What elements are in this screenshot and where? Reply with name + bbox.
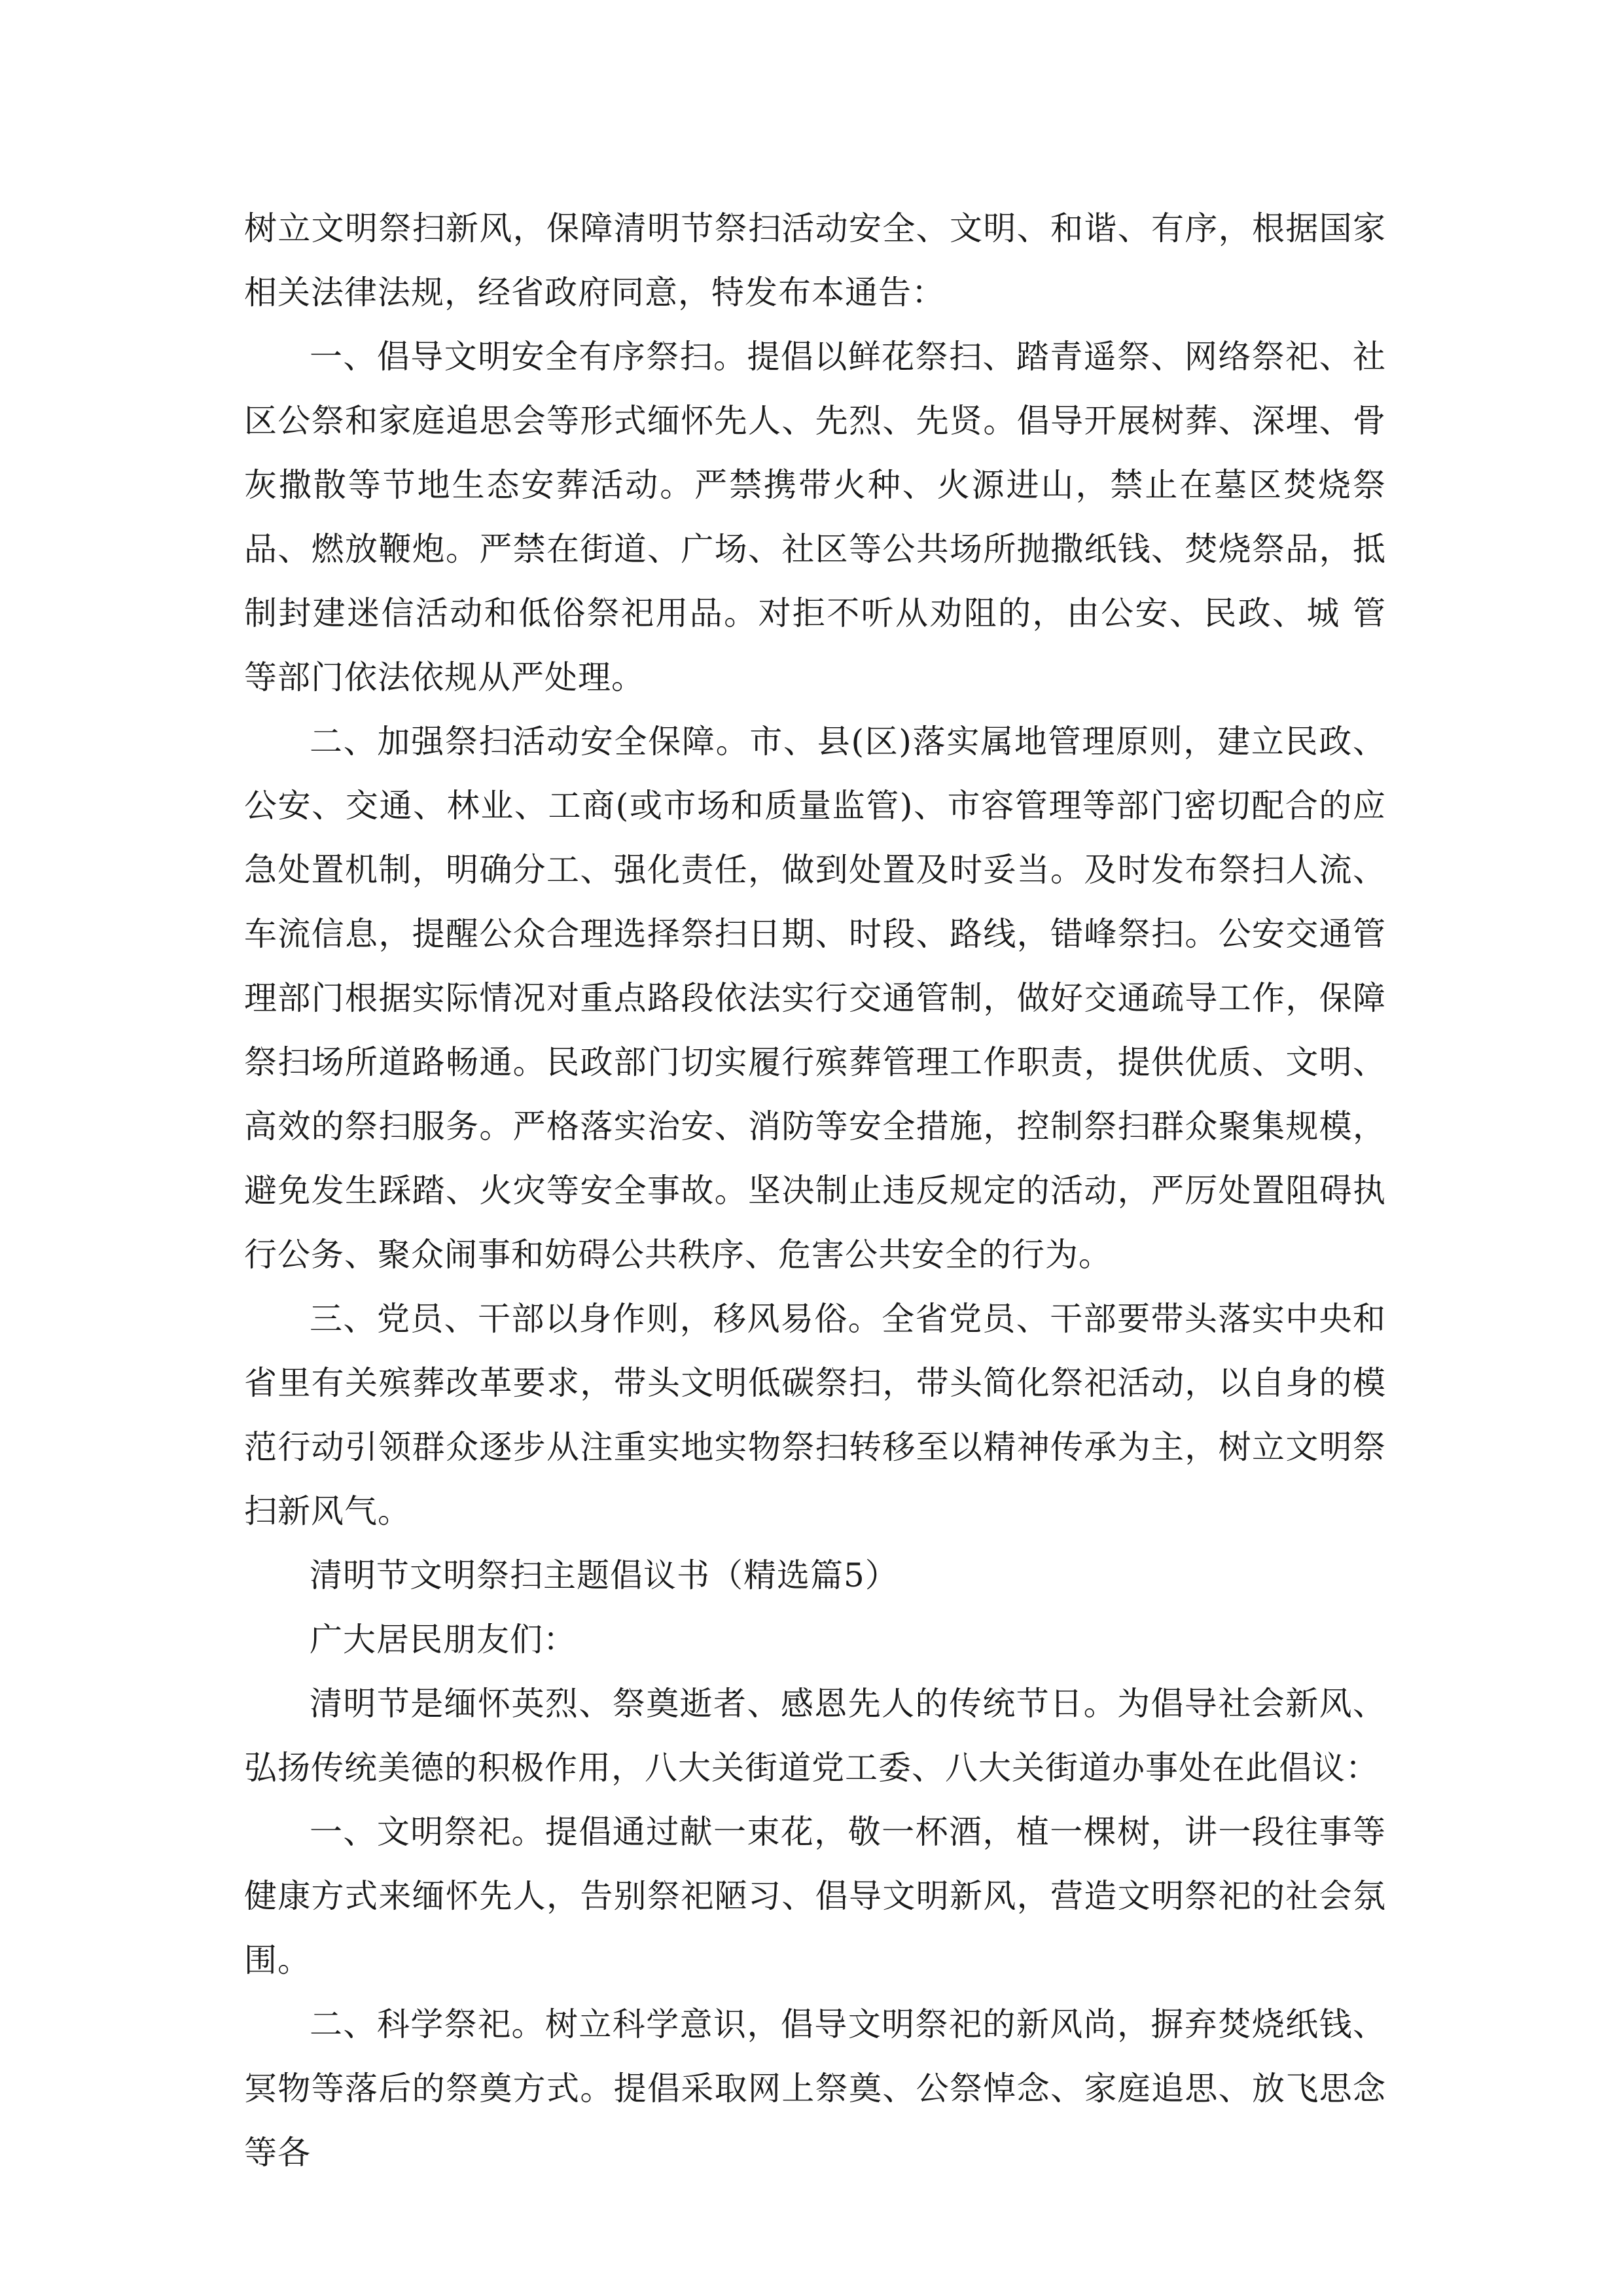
- paragraph-intro-5: 清明节是缅怀英烈、祭奠逝者、感恩先人的传统节日。为倡导社会新风、弘扬传统美德的积极作用，八大关街道党工委、八大关街道办事处在此倡议：: [244, 1685, 1386, 1787]
- section-title: 清明节文明祭扫主题倡议书（精选篇5）: [310, 1556, 899, 1594]
- paragraph-item-2: 二、加强祭扫活动安全保障。市、县(区)落实属地管理原则，建立民政、公安、交通、林业、工商(或市场和质量监管)、市容管理等部门密切配合的应急处置机制，明确分工、强化责任，做到处置及时妥当。及时发布祭扫人流、车流信息，提醒公众合理选择祭扫日期、时段、路线，错峰祭扫。公安交通管理部门根据实际情况对重点路段依法实行交通管制，做好交通疏导工作，保障祭扫场所道路畅通。民政部门切实履行殡葬管理工作职责，提供优质、文明、高效的祭扫服务。严格落实治安、消防等安全措施，控制祭扫群众聚集规模，避免发生踩踏、火灾等安全事故。坚决制止违反规定的活动，严厉处置阻碍执行公务、聚众闹事和妨碍公共秩序、危害公共安全的行为。: [244, 723, 1386, 1274]
- paragraph-intro: 树立文明祭扫新风，保障清明节祭扫活动安全、文明、和谐、有序，根据国家相关法律法规，经省政府同意，特发布本通告：: [244, 209, 1386, 312]
- paragraph-item-5-2: 二、科学祭祀。树立科学意识，倡导文明祭祀的新风尚，摒弃焚烧纸钱、冥物等落后的祭奠方式。提倡采取网上祭奠、公祭悼念、家庭追思、放飞思念等各: [244, 2005, 1386, 2172]
- paragraph-item-5-1: 一、文明祭祀。提倡通过献一束花，敬一杯酒，植一棵树，讲一段往事等健康方式来缅怀先人，告别祭祀陋习、倡导文明新风，营造文明祭祀的社会氛围。: [244, 1813, 1386, 1979]
- paragraph-item-3: 三、党员、干部以身作则，移风易俗。全省党员、干部要带头落实中央和省里有关殡葬改革要求，带头文明低碳祭扫，带头简化祭祀活动，以自身的模范行动引领群众逐步从注重实地实物祭扫转移至以精神传承为主，树立文明祭扫新风气。: [244, 1300, 1386, 1530]
- paragraph-item-1: 一、倡导文明安全有序祭扫。提倡以鲜花祭扫、踏青遥祭、网络祭祀、社区公祭和家庭追思会等形式缅怀先人、先烈、先贤。倡导开展树葬、深埋、骨灰撒散等节地生态安葬活动。严禁携带火种、火源进山，禁止在墓区焚烧祭品、燃放鞭炮。严禁在街道、广场、社区等公共场所抛撒纸钱、焚烧祭品，抵制封建迷信活动和低俗祭祀用品。对拒不听从劝阻的，由公安、民政、城 管等部门依法依规从严处理。: [244, 338, 1386, 696]
- salutation: 广大居民朋友们：: [310, 1621, 577, 1659]
- document-body: [244, 196, 1386, 2185]
